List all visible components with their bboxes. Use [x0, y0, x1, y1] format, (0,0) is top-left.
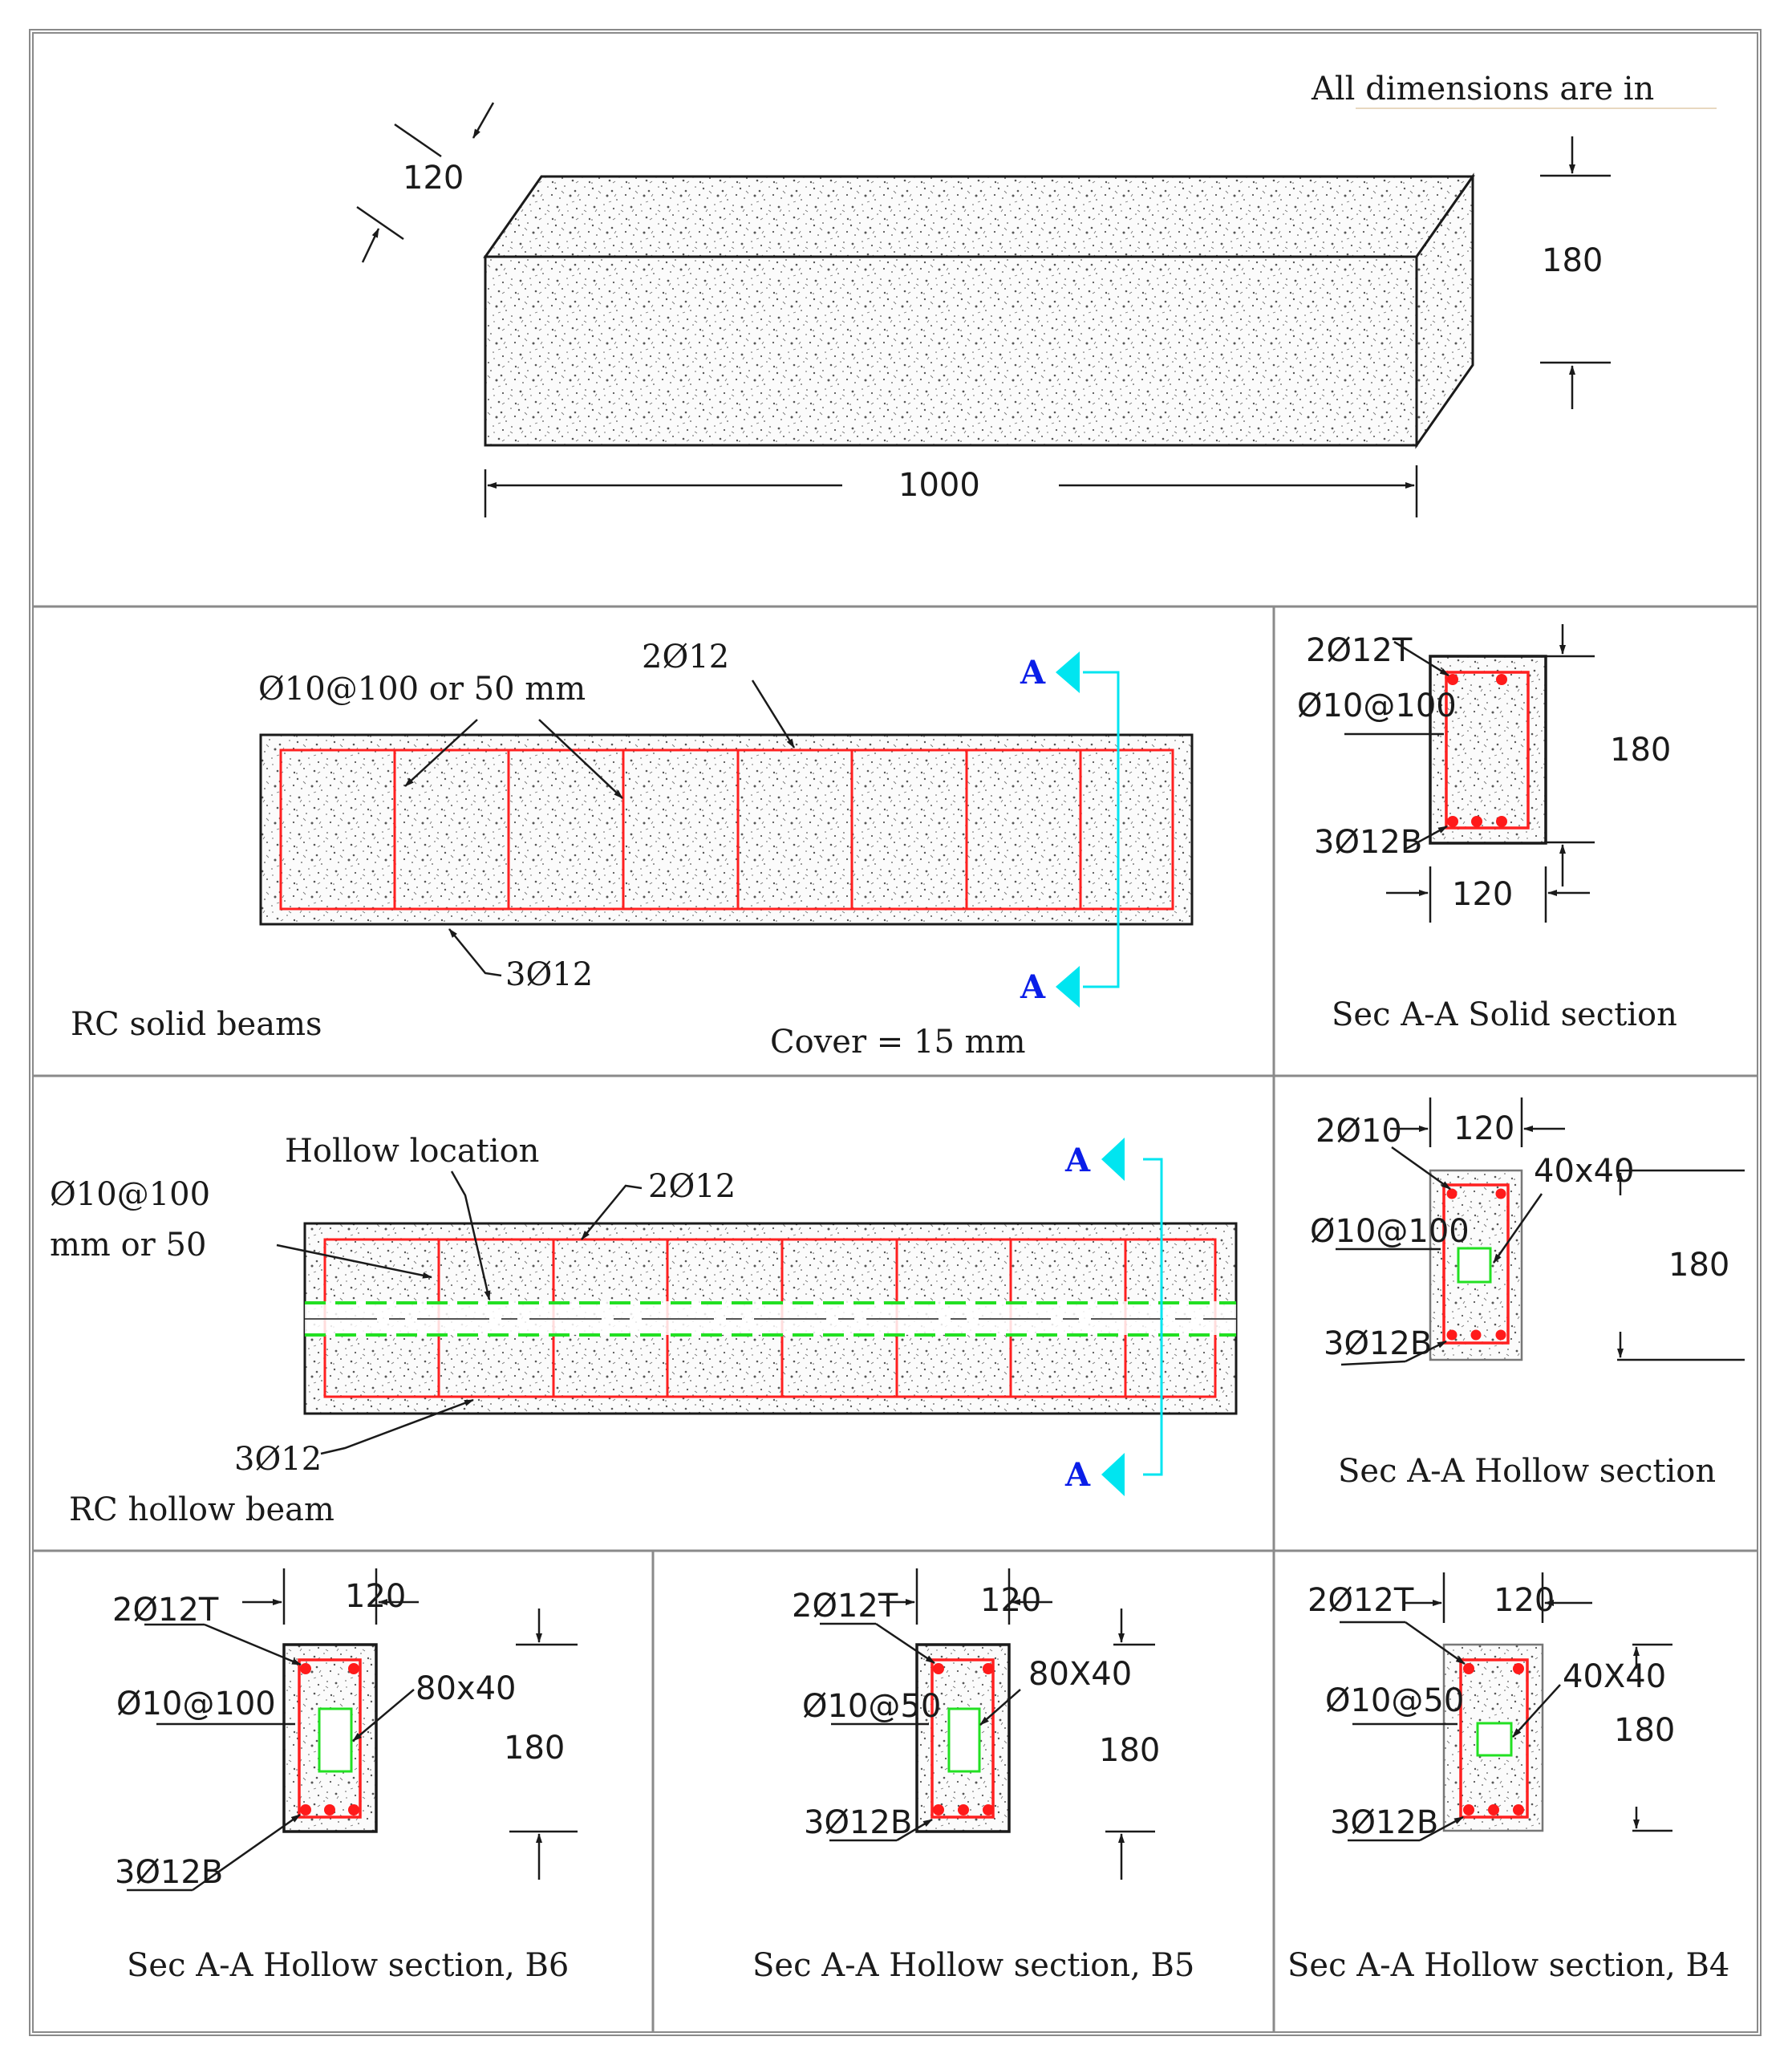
solid-section-dim-width: 120: [1452, 876, 1514, 913]
hollow-section-dim-height: 180: [1668, 1247, 1730, 1284]
dim-height-label: 180: [1542, 242, 1603, 279]
hollow-cross-section: [1430, 1170, 1522, 1360]
hollow-section-mark-bottom: A: [1065, 1456, 1091, 1494]
solid-section-title: Sec A-A Solid section: [1332, 996, 1677, 1033]
solid-beam-elevation: [261, 735, 1192, 924]
solid-bottom-bar-label: 3Ø12: [505, 956, 594, 993]
hollow-void: [1458, 1248, 1490, 1282]
section-arrow-icon: [1101, 1138, 1125, 1181]
section-b4: [1444, 1645, 1543, 1831]
hollow-stirrup-label-2: mm or 50: [50, 1227, 207, 1264]
b5-top-bar-label: 2Ø12T: [792, 1588, 898, 1625]
solid-stirrup-label: Ø10@100 or 50 mm: [258, 671, 586, 708]
section-arrow-icon: [1056, 966, 1080, 1008]
b5-bottom-bar-label: 3Ø12B: [804, 1804, 913, 1841]
b4-hollow-size: 40X40: [1563, 1658, 1667, 1695]
section-arrow-icon: [1056, 651, 1080, 693]
hollow-top-bar-label: 2Ø12: [648, 1168, 736, 1205]
solid-section-top-bar-label: 2Ø12T: [1306, 632, 1413, 669]
hollow-location-label: Hollow location: [285, 1133, 540, 1170]
solid-top-bar-label: 2Ø12: [642, 639, 730, 675]
b6-dim-height: 180: [504, 1730, 566, 1767]
b4-title: Sec A-A Hollow section, B4: [1287, 1947, 1730, 1984]
b5-dim-width: 120: [980, 1582, 1042, 1619]
b4-dim-height: 180: [1614, 1712, 1676, 1749]
hollow-section-bottom-bar-label: 3Ø12B: [1324, 1325, 1433, 1362]
b6-bottom-bar-label: 3Ø12B: [115, 1854, 224, 1891]
section-b6: [284, 1645, 376, 1832]
hollow-void: [949, 1709, 979, 1771]
b6-dim-width: 120: [345, 1578, 407, 1615]
solid-section-bottom-bar-label: 3Ø12B: [1314, 824, 1423, 861]
hollow-section-mark-top: A: [1065, 1142, 1091, 1179]
b4-stirrup-label: Ø10@50: [1325, 1682, 1465, 1719]
hollow-section-hollow-size: 40x40: [1534, 1153, 1635, 1190]
hollow-beam-elevation: [305, 1223, 1236, 1414]
beam-top-face: [485, 176, 1473, 257]
hollow-section-stirrup-label: Ø10@100: [1310, 1213, 1470, 1250]
hollow-section-top-bar-label: 2Ø10: [1316, 1113, 1402, 1150]
b5-hollow-size: 80X40: [1028, 1656, 1133, 1693]
cover-note: Cover = 15 mm: [770, 1024, 1026, 1061]
dim-length-label: 1000: [898, 467, 980, 504]
b6-hollow-size: 80x40: [416, 1670, 517, 1707]
units-note: All dimensions are in: [1312, 71, 1655, 108]
b6-top-bar-label: 2Ø12T: [112, 1592, 219, 1629]
b5-stirrup-label: Ø10@50: [802, 1688, 942, 1725]
b5-dim-height: 180: [1099, 1732, 1161, 1769]
solid-section-dim-height: 180: [1610, 732, 1672, 769]
solid-section-stirrup-label: Ø10@100: [1297, 688, 1457, 724]
solid-cross-section: [1430, 656, 1546, 843]
section-arrow-icon: [1101, 1453, 1125, 1496]
dim-width-label: 120: [403, 160, 464, 197]
solid-section-mark-bottom: A: [1020, 968, 1046, 1006]
hollow-bottom-bar-label: 3Ø12: [234, 1441, 322, 1478]
hollow-section-title: Sec A-A Hollow section: [1338, 1453, 1717, 1490]
b6-title: Sec A-A Hollow section, B6: [127, 1947, 570, 1984]
b4-dim-width: 120: [1494, 1582, 1555, 1619]
hollow-stirrup-label-1: Ø10@100: [50, 1176, 211, 1213]
b5-title: Sec A-A Hollow section, B5: [752, 1947, 1195, 1984]
hollow-void: [1478, 1723, 1511, 1755]
b6-stirrup-label: Ø10@100: [116, 1686, 276, 1722]
section-b5: [917, 1645, 1009, 1832]
b4-top-bar-label: 2Ø12T: [1308, 1582, 1414, 1619]
hollow-void: [319, 1709, 351, 1771]
beam-front-face: [485, 257, 1417, 445]
hollow-beam-title: RC hollow beam: [69, 1491, 334, 1528]
b4-bottom-bar-label: 3Ø12B: [1330, 1804, 1439, 1841]
solid-beam-title: RC solid beams: [71, 1006, 322, 1043]
solid-section-mark-top: A: [1020, 654, 1046, 692]
isometric-beam: [485, 176, 1473, 445]
hollow-section-dim-width: 120: [1453, 1110, 1515, 1147]
